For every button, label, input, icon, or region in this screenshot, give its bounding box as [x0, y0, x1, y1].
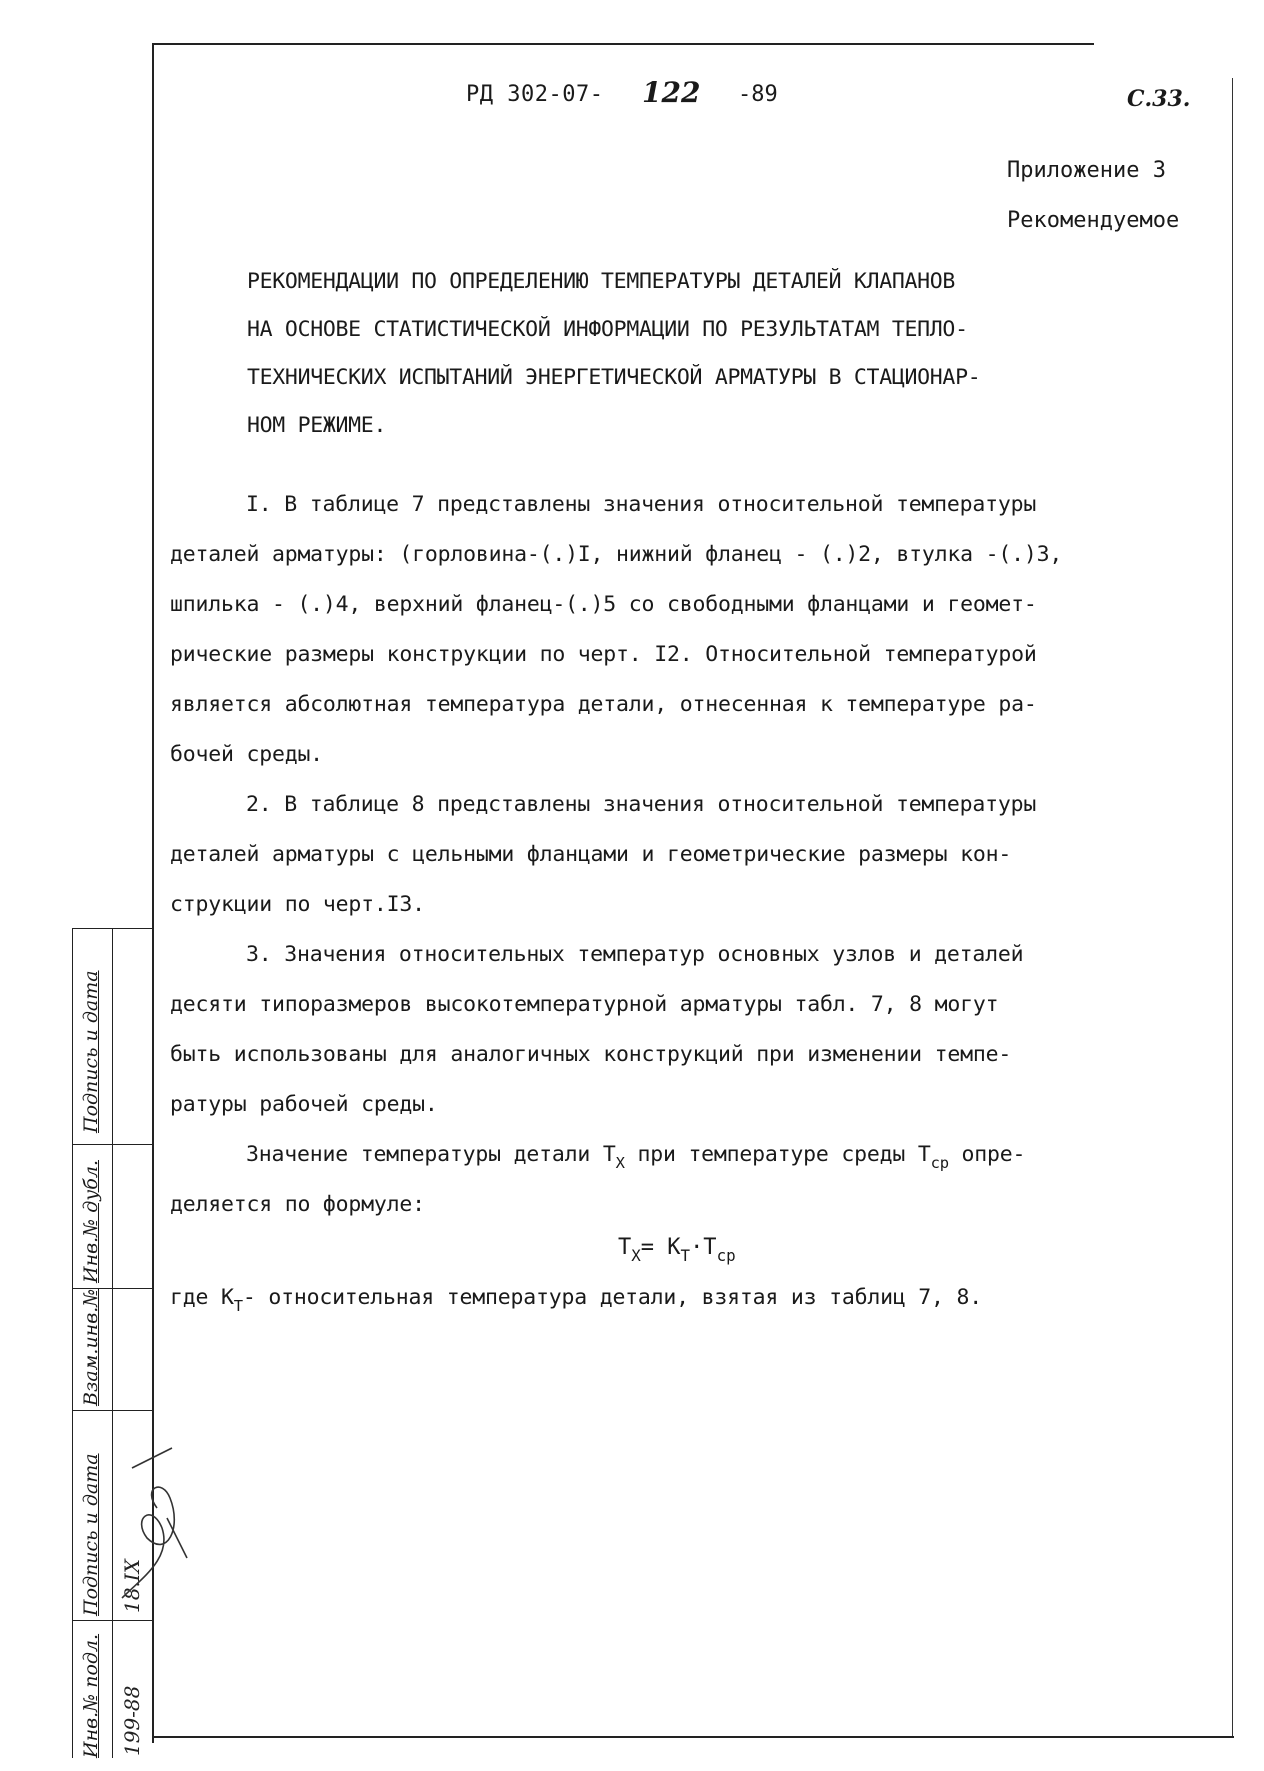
- stamp-label-vzam-inv: Взам.инв.№: [80, 1288, 102, 1406]
- stamp-label-podpis-data-2: Подпись и дата: [80, 1453, 102, 1616]
- title-line: РЕКОМЕНДАЦИИ ПО ОПРЕДЕЛЕНИЮ ТЕМПЕРАТУРЫ ДЕТАЛЕЙ КЛАПАНОВ: [247, 269, 956, 294]
- paragraph-2-line: струкции по черт.I3.: [170, 892, 425, 917]
- paragraph-1-line: бочей среды.: [170, 742, 323, 767]
- appendix-status: Рекомендуемое: [1007, 208, 1180, 233]
- formula-text: = K: [640, 1235, 681, 1260]
- document-year: -89: [738, 82, 778, 107]
- frame-bottom-border: [152, 1736, 1234, 1738]
- document-number: 122: [642, 76, 701, 109]
- stamp-line: [72, 928, 152, 929]
- paragraph-4-line: [170, 1130, 1220, 1180]
- subscript: X: [631, 1246, 641, 1266]
- formula-explanation: [170, 1285, 983, 1315]
- page-header: [0, 76, 1264, 122]
- appendix-label: Приложение 3: [1007, 158, 1166, 183]
- subscript: ср: [716, 1246, 736, 1266]
- formula: [618, 1235, 736, 1266]
- paragraph-2-line: деталей арматуры с цельными фланцами и геометрические размеры кон-: [170, 842, 1012, 867]
- stamp-line: [72, 1144, 152, 1145]
- stamp-label-podpis-data: Подпись и дата: [80, 970, 102, 1133]
- paragraph-1-line: рические размеры конструкции по черт. I2. Относительной температурой: [170, 642, 1037, 667]
- text-run: Значение температуры детали T: [246, 1142, 616, 1167]
- title-line: НА ОСНОВЕ СТАТИСТИЧЕСКОЙ ИНФОРМАЦИИ ПО РЕЗУЛЬТАТАМ ТЕПЛО-: [247, 317, 968, 342]
- text-run: где K: [170, 1285, 234, 1310]
- title-line: НОМ РЕЖИМЕ.: [247, 413, 387, 438]
- stamp-line: [72, 1620, 152, 1621]
- paragraph-3-line: ратуры рабочей среды.: [170, 1092, 438, 1117]
- title-line: ТЕХНИЧЕСКИХ ИСПЫТАНИЙ ЭНЕРГЕТИЧЕСКОЙ АРМАТУРЫ В СТАЦИОНАР-: [247, 365, 981, 390]
- paragraph-3-line: 3. Значения относительных температур основных узлов и деталей: [246, 942, 1024, 967]
- stamp-line: [112, 928, 113, 1758]
- approval-stamp-sidebar: [72, 928, 152, 1758]
- body-text: [170, 480, 1220, 1230]
- subscript: ср: [930, 1153, 949, 1172]
- paragraph-2-line: 2. В таблице 8 представлены значения относительной температуры: [246, 792, 1037, 817]
- text-run: - относительная температура детали, взятая из таблиц 7, 8.: [242, 1285, 983, 1310]
- stamp-inv-value: 199-88: [120, 1685, 144, 1756]
- paragraph-4-line: деляется по формуле:: [170, 1192, 425, 1217]
- paragraph-3-line: быть использованы для аналогичных конструкций при изменении темпе-: [170, 1042, 1012, 1067]
- page-number: С.33.: [1127, 86, 1191, 112]
- subscript: X: [615, 1153, 625, 1172]
- paragraph-1-line: является абсолютная температура детали, отнесенная к температуре ра-: [170, 692, 1037, 717]
- frame-top-border: [152, 43, 1094, 45]
- paragraph-1-line: I. В таблице 7 представлены значения относительной температуры: [246, 492, 1037, 517]
- document-code: РД 302-07-: [466, 82, 604, 107]
- stamp-label-inv-dubl: Инв.№ дубл.: [80, 1160, 102, 1283]
- text-run: опре-: [948, 1142, 1026, 1167]
- text-run: при температуре среды T: [624, 1142, 931, 1167]
- section-title: [247, 258, 1147, 450]
- stamp-date-value: 18.IX: [120, 1559, 144, 1613]
- subscript: Т: [680, 1246, 691, 1266]
- paragraph-3-line: десяти типоразмеров высокотемпературной арматуры табл. 7, 8 могут: [170, 992, 999, 1017]
- formula-text: T: [618, 1235, 632, 1260]
- frame-right-border: [1232, 78, 1233, 1738]
- paragraph-1-line: деталей арматуры: (горловина-(.)I, нижний фланец - (.)2, втулка -(.)3,: [170, 542, 1063, 567]
- stamp-line: [72, 928, 73, 1758]
- formula-text: ·T: [690, 1235, 717, 1260]
- signature-scribble: [112, 1408, 192, 1608]
- subscript: Т: [233, 1296, 243, 1315]
- paragraph-1-line: шпилька - (.)4, верхний фланец-(.)5 со свободными фланцами и геомет-: [170, 592, 1037, 617]
- stamp-label-inv-podl: Инв.№ подл.: [80, 1633, 102, 1758]
